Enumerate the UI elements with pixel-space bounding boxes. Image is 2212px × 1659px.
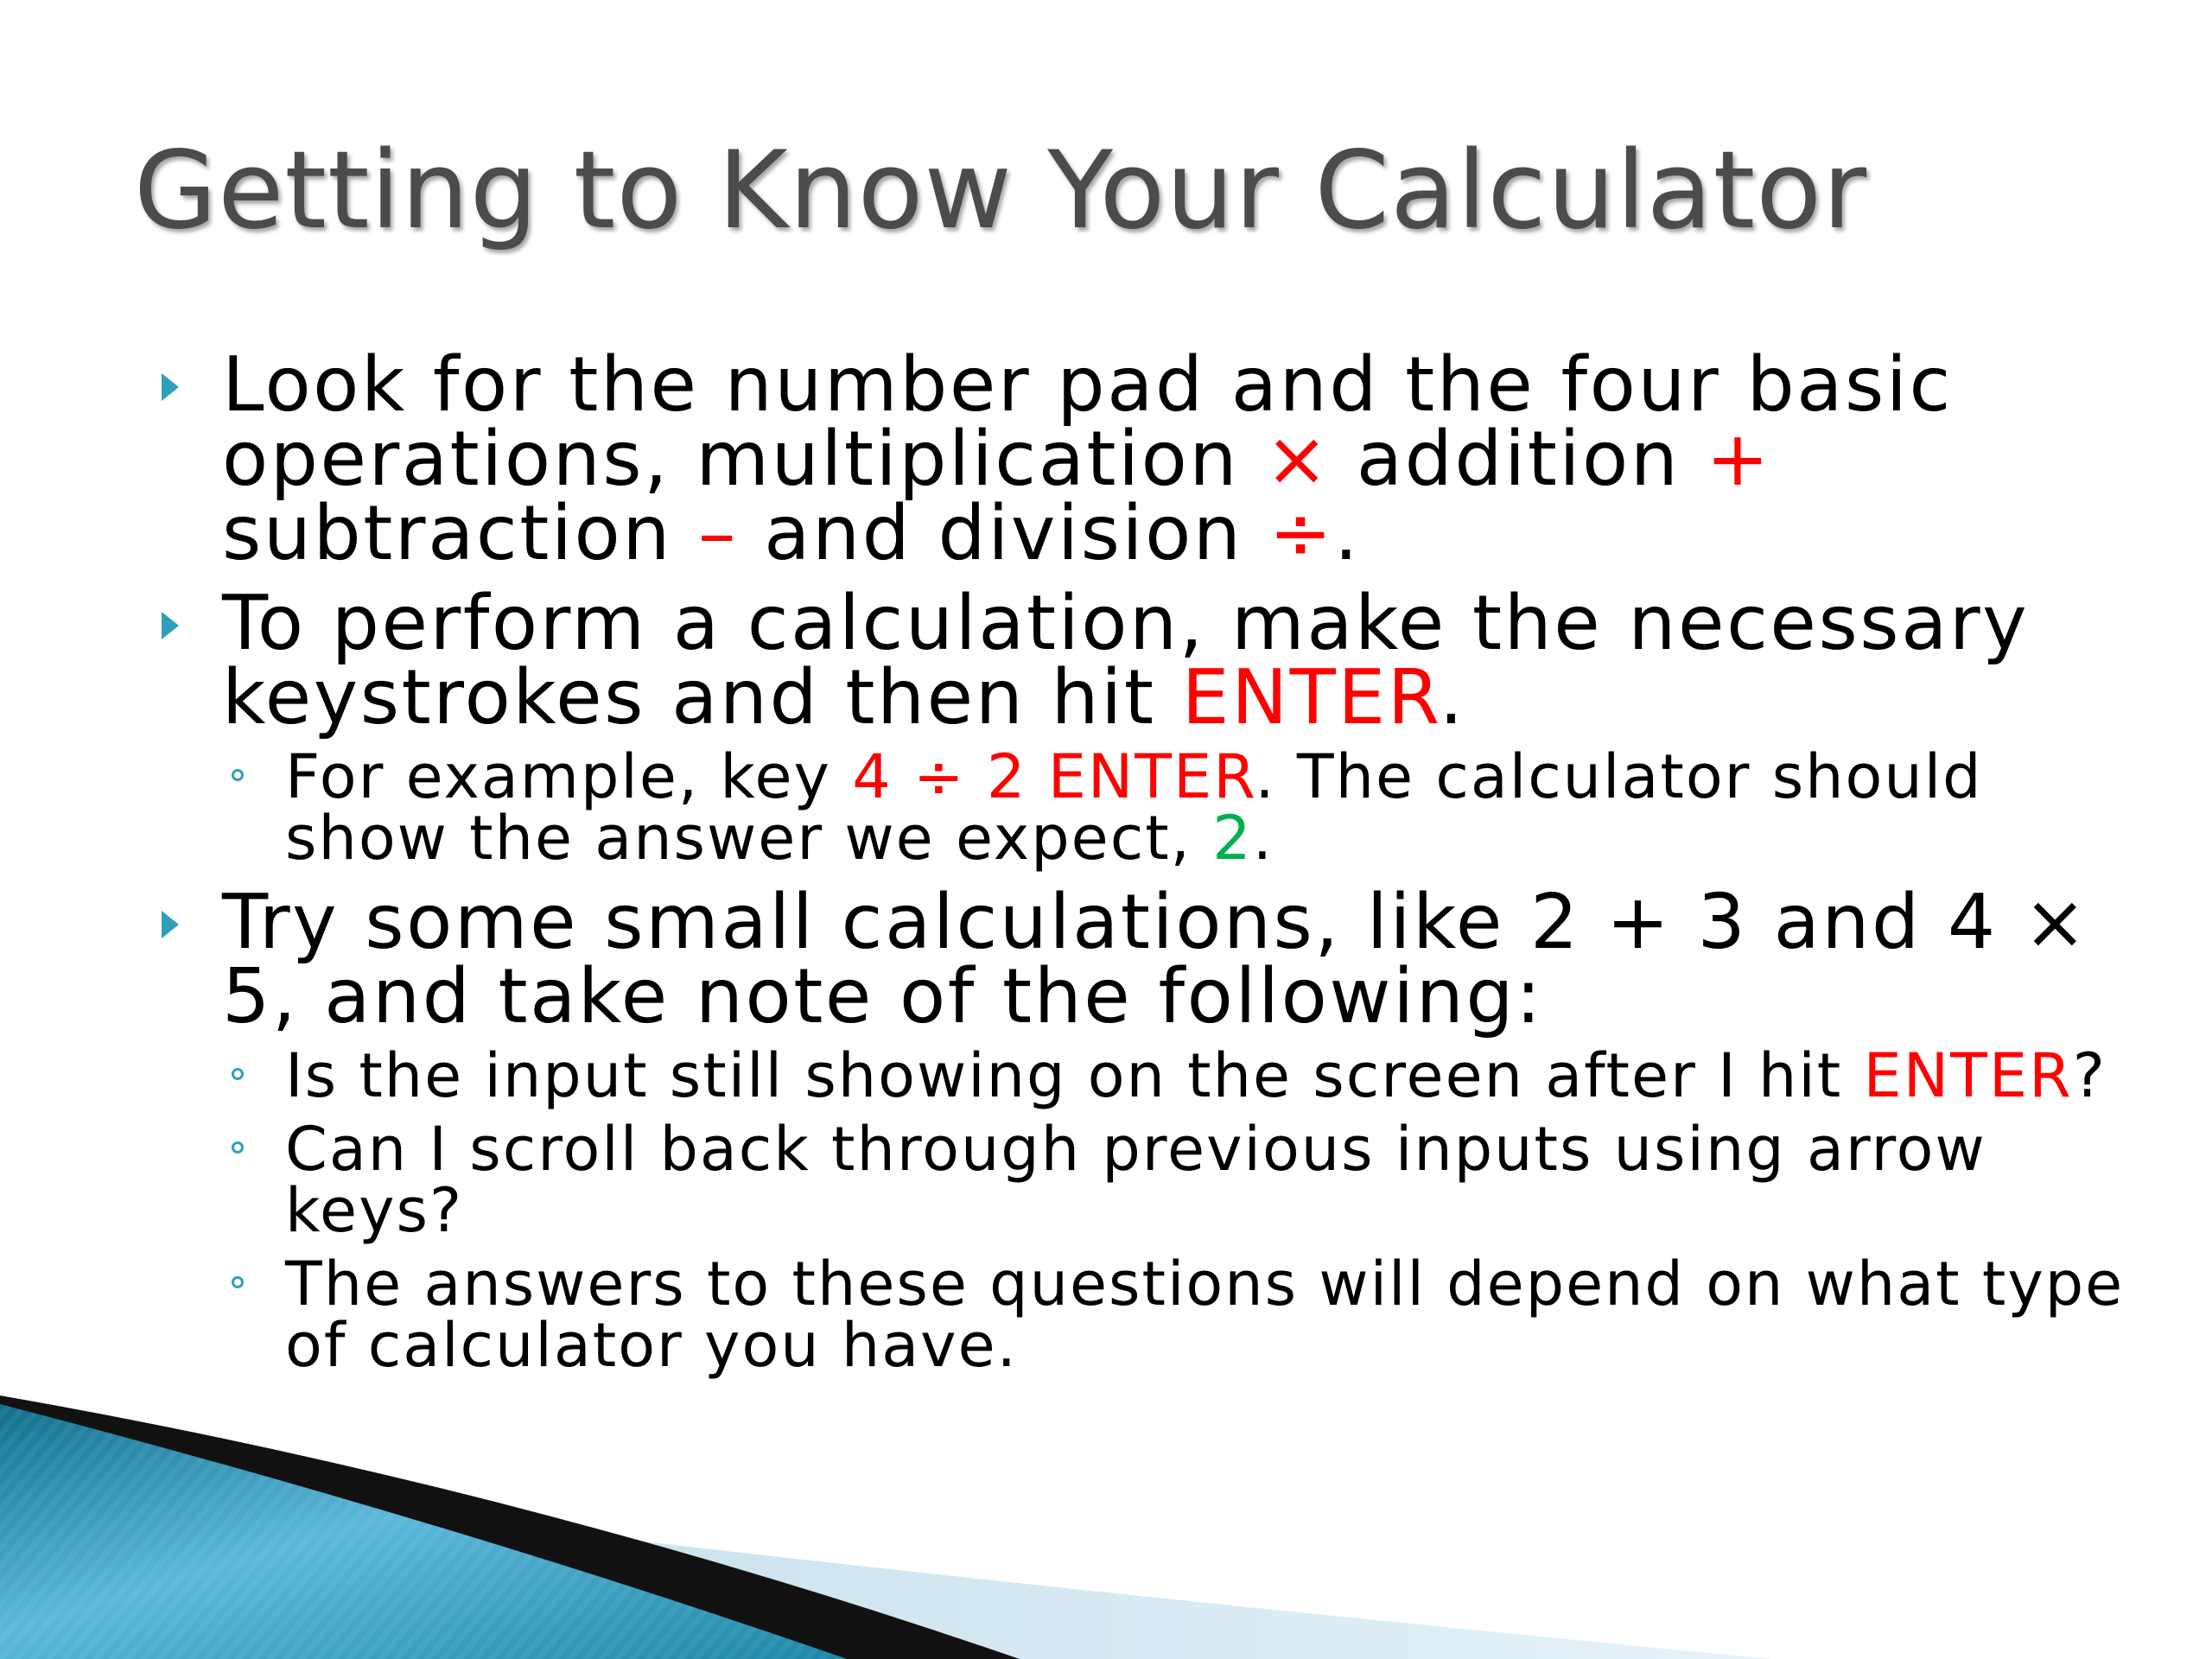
bullet-text: addition — [1330, 415, 1707, 503]
bullet-item — [156, 340, 2160, 577]
plus-symbol: + — [1706, 415, 1771, 503]
sub-bullet-text: The answers to these questions will depend on what type of calculator you have. — [285, 1249, 2125, 1381]
circle-bullet-icon — [232, 769, 244, 781]
circle-bullet-icon — [232, 1141, 244, 1154]
triangle-bullet-icon — [162, 612, 179, 639]
sub-bullet-text: For example, key — [285, 741, 853, 812]
bullet-text: Look for the number pad and the four basic operations, multiplication — [222, 340, 1953, 503]
bullet-text: subtraction — [222, 489, 699, 577]
enter-key-label: ENTER — [1181, 653, 1440, 741]
bullet-text: Try some small calculations, like 2 + 3 and 4 × 5, and take note of the following: — [222, 878, 2089, 1040]
bullet-text: . — [1439, 653, 1465, 741]
expected-answer: 2 — [1212, 803, 1253, 874]
sub-bullet-item — [156, 1040, 2160, 1111]
triangle-bullet-icon — [162, 373, 179, 401]
bullet-list — [156, 340, 2160, 1381]
sub-bullet-item — [156, 1249, 2160, 1381]
bullet-item — [156, 579, 2160, 741]
slide-title: Getting to Know Your Calculator — [134, 129, 1868, 253]
keystroke-example: 4 ÷ 2 ENTER — [852, 741, 1255, 812]
circle-bullet-icon — [232, 1068, 244, 1080]
sub-bullet-text: . — [1252, 803, 1274, 874]
sub-bullet-text: . The calculator should show the answer we expect, — [285, 741, 1983, 874]
divide-symbol: ÷ — [1268, 489, 1334, 577]
sub-bullet-text: Can I scroll back through previous inputs using arrow keys? — [285, 1114, 1986, 1246]
sub-bullet-text: ? — [2072, 1040, 2107, 1111]
bullet-text: To perform a calculation, make the necessary keystrokes and then hit — [222, 579, 2030, 741]
minus-symbol: – — [698, 489, 739, 577]
circle-bullet-icon — [232, 1276, 244, 1288]
sub-bullet-item — [156, 1114, 2160, 1246]
sub-bullet-text: Is the input still showing on the screen after I hit — [285, 1040, 1864, 1111]
bullet-text: . — [1334, 489, 1361, 577]
multiply-symbol: × — [1265, 415, 1331, 503]
bullet-text: and division — [738, 489, 1269, 577]
enter-key-label: ENTER — [1863, 1040, 2073, 1111]
bullet-item — [156, 878, 2160, 1040]
triangle-bullet-icon — [162, 911, 179, 938]
sub-bullet-item — [156, 741, 2160, 874]
